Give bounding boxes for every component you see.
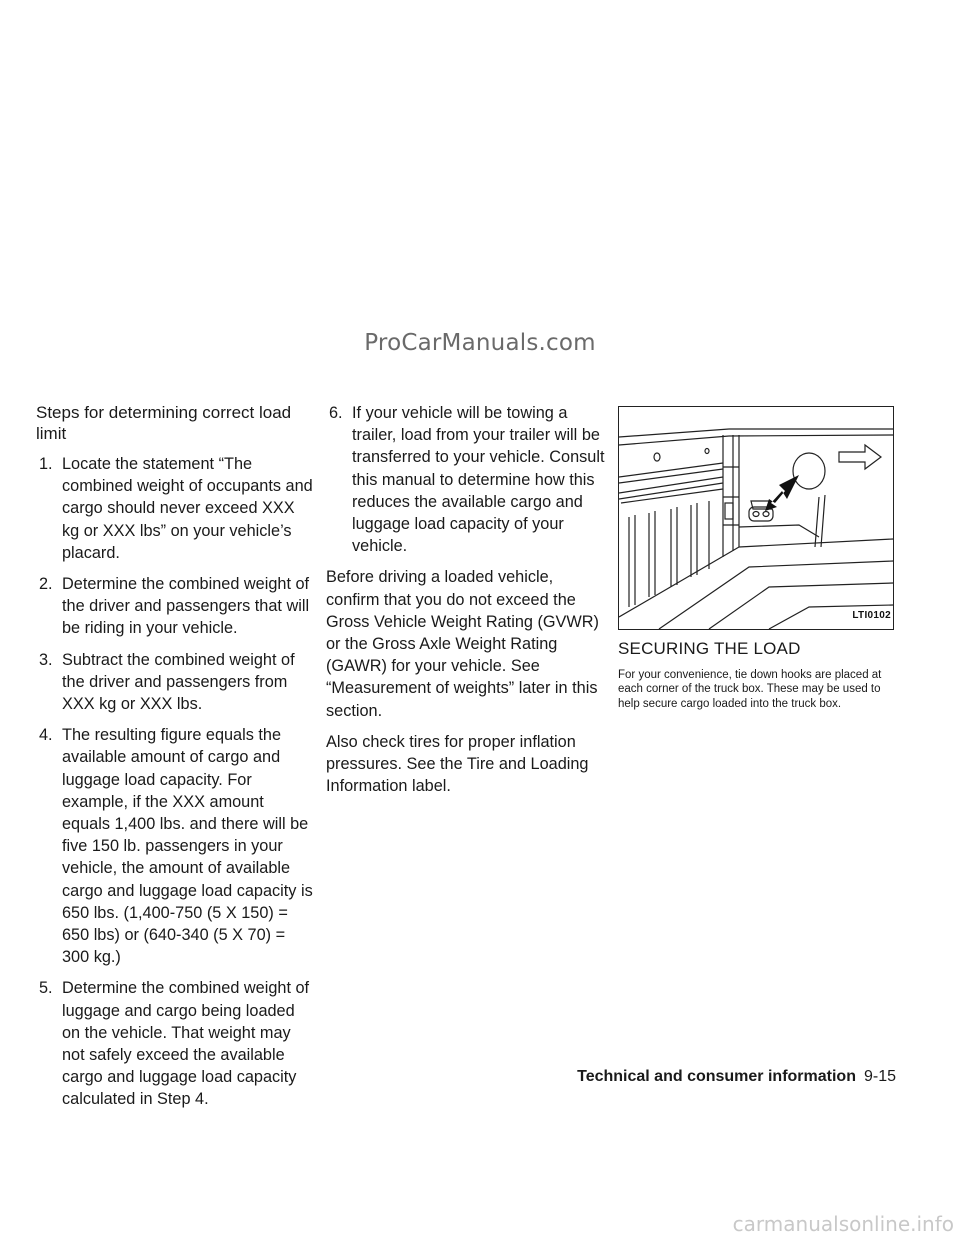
- step-number: 2.: [39, 575, 53, 594]
- step-number: 4.: [39, 726, 53, 745]
- steps-list: [36, 453, 316, 1111]
- truck-box-illustration: [618, 406, 894, 630]
- column-3: [618, 402, 896, 711]
- step-text: If your vehicle will be towing a trailer, load from your trailer will be transferred to your vehicle. Consult this manual to determine how this reduces the available cargo and luggage load capacity of your vehicle.: [352, 404, 605, 556]
- step-text: Determine the combined weight of the driver and passengers that will be riding in your vehicle.: [62, 575, 310, 638]
- paragraph-tire-inflation: Also check tires for proper inflation pressures. See the Tire and Loading Information label.: [326, 732, 589, 796]
- list-item: [326, 402, 606, 557]
- list-item: [36, 573, 316, 640]
- step-text: Subtract the combined weight of the driver and passengers from XXX kg or XXX lbs.: [62, 650, 295, 714]
- footer-section-title: Technical and consumer information: [577, 1068, 856, 1085]
- list-item: [36, 453, 316, 564]
- column-1: [36, 402, 316, 1111]
- list-item: [36, 977, 316, 1110]
- page-footer: [577, 1068, 896, 1086]
- section-heading-securing-load: SECURING THE LOAD: [618, 639, 801, 658]
- step-text: Determine the combined weight of luggage and cargo being loaded on the vehicle. That weight may not safely exceed the available cargo and luggage load capacity calculated in Step 4.: [62, 979, 310, 1109]
- step-number: 1.: [39, 455, 53, 473]
- tie-down-hook-drawing: [619, 407, 893, 629]
- page-number: 9-15: [863, 1068, 896, 1085]
- list-item: [36, 724, 316, 968]
- paragraph-securing-load: For your convenience, tie down hooks are placed at each corner of the truck box. These may be used to help secure cargo loaded into the truck box.: [618, 669, 882, 710]
- list-item: [36, 649, 316, 716]
- section-heading-load-limit: Steps for determining correct load limit: [36, 403, 292, 443]
- column-2: [326, 402, 606, 806]
- paragraph-gvwr: Before driving a loaded vehicle, confirm that you do not exceed the Gross Vehicle Weight Rating (GVWR) or the Gross Axle Weight Rating (GAWR) for your vehicle. See “Measurement of weights” later in this section.: [326, 568, 599, 720]
- step-number: 3.: [39, 650, 53, 669]
- watermark-bottom: carmanualsonline.info: [732, 1212, 954, 1236]
- figure-label: LTI0102: [852, 609, 891, 621]
- watermark-top: ProCarManuals.com: [364, 330, 596, 356]
- steps-list-continued: [326, 402, 606, 557]
- step-number: 5.: [39, 979, 53, 998]
- step-number: 6.: [329, 404, 343, 422]
- step-text: Locate the statement “The combined weight of occupants and cargo should never exceed XXX kg or XXX lbs” on your vehicle’s placard.: [62, 455, 313, 562]
- step-text: The resulting figure equals the available amount of cargo and luggage load capacity. For example, if the XXX amount equals 1,400 lbs. and there will be five 150 lb. passengers in your vehicle, the amount of available cargo and luggage load capacity is 650 lbs. (1,400-750 (5 X 150) = 650 lbs) or (640-340 (5 X 70) = 300 kg.): [62, 726, 313, 967]
